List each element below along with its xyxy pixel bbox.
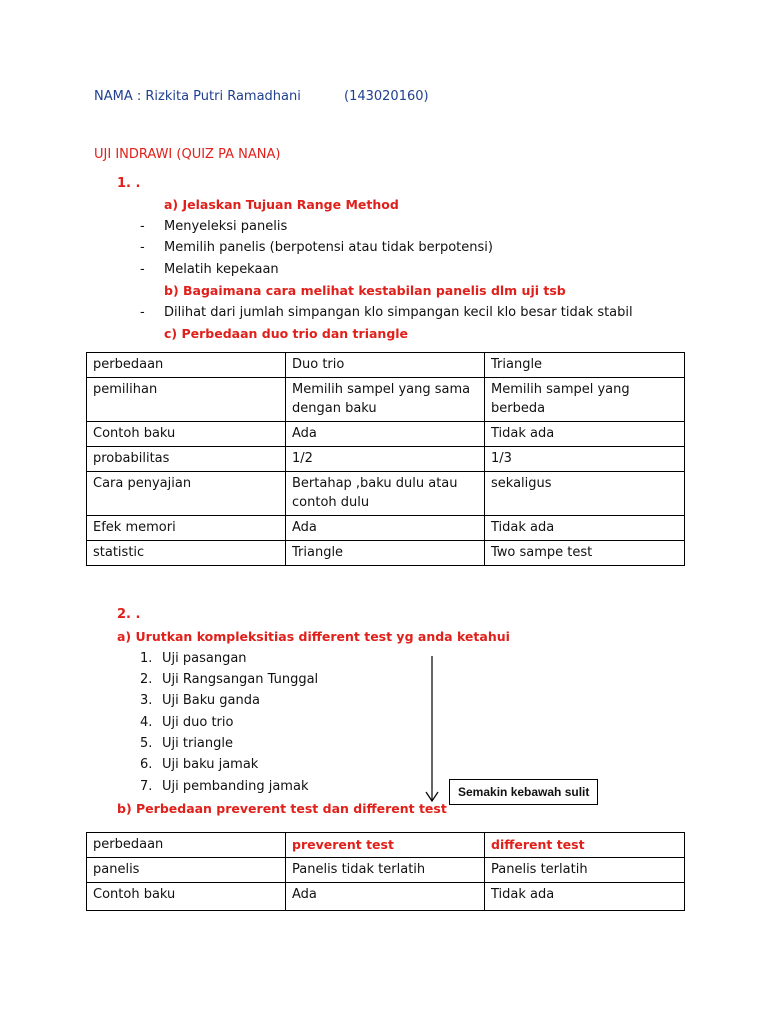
table-cell: Contoh baku [87, 422, 286, 447]
q2-list-number: 3. [140, 693, 153, 708]
table-cell: Ada [286, 422, 485, 447]
table-cell: 1/2 [286, 447, 485, 472]
q2-list-item: Uji Baku ganda [162, 693, 260, 708]
q1-a-item: Menyeleksi panelis [164, 219, 288, 234]
difficulty-callout: Semakin kebawah sulit [449, 779, 598, 805]
student-id: (143020160) [344, 89, 429, 104]
table-cell: 1/3 [485, 447, 685, 472]
table-row [87, 883, 685, 911]
table-cell: perbedaan [87, 353, 286, 378]
table-cell: Triangle [286, 541, 485, 566]
table-cell: Tidak ada [485, 883, 685, 911]
q1-a-title: a) Jelaskan Tujuan Range Method [164, 197, 399, 212]
table-header-row [87, 833, 685, 858]
question-2-number: 2. . [117, 607, 141, 622]
table-row [87, 422, 685, 447]
quiz-title: UJI INDRAWI (QUIZ PA NANA) [94, 147, 281, 162]
q2-a-title: a) Urutkan kompleksitias different test yg anda ketahui [117, 629, 510, 644]
table-row [87, 516, 685, 541]
table-row [87, 353, 685, 378]
q1-a-bullet-dash: - [140, 262, 145, 277]
comparison-table-duo-trio-triangle [86, 352, 685, 566]
q1-a-bullet-dash: - [140, 240, 145, 255]
q1-b-item: Dilihat dari jumlah simpangan klo simpangan kecil klo besar tidak stabil [164, 305, 633, 320]
q2-b-title: b) Perbedaan preverent test dan different test [117, 801, 447, 816]
table-cell: Memilih sampel yang berbeda [485, 378, 685, 422]
table-header-cell: preverent test [286, 833, 485, 858]
table-cell: Tidak ada [485, 516, 685, 541]
q1-a-item: Memilih panelis (berpotensi atau tidak berpotensi) [164, 240, 493, 255]
table-header-cell: different test [485, 833, 685, 858]
q2-list-item: Uji baku jamak [162, 757, 259, 772]
student-name: NAMA : Rizkita Putri Ramadhani [94, 89, 301, 104]
table-cell: statistic [87, 541, 286, 566]
question-1-number: 1. . [117, 176, 141, 191]
q1-a-bullet-dash: - [140, 219, 145, 234]
table-cell: Cara penyajian [87, 472, 286, 516]
table-cell: Ada [286, 883, 485, 911]
table-cell: Ada [286, 516, 485, 541]
table-cell: Contoh baku [87, 883, 286, 911]
table-row [87, 472, 685, 516]
table-cell: Tidak ada [485, 422, 685, 447]
q2-list-number: 7. [140, 779, 153, 794]
table-cell: Bertahap ,baku dulu atau contoh dulu [286, 472, 485, 516]
table-row [87, 858, 685, 883]
q2-list-number: 4. [140, 715, 153, 730]
table-cell: pemilihan [87, 378, 286, 422]
table-cell: Two sampe test [485, 541, 685, 566]
q1-b-bullet-dash: - [140, 305, 145, 320]
q2-list-item: Uji triangle [162, 736, 233, 751]
q2-list-item: Uji pembanding jamak [162, 779, 309, 794]
table-cell: Triangle [485, 353, 685, 378]
table-cell: panelis [87, 858, 286, 883]
table-cell: Duo trio [286, 353, 485, 378]
q2-list-number: 2. [140, 672, 153, 687]
table-row [87, 541, 685, 566]
table-row [87, 447, 685, 472]
table-cell: probabilitas [87, 447, 286, 472]
down-arrow-icon [424, 656, 440, 806]
table-cell: Panelis terlatih [485, 858, 685, 883]
q2-list-item: Uji pasangan [162, 651, 247, 666]
q2-list-number: 1. [140, 651, 153, 666]
table-cell: sekaligus [485, 472, 685, 516]
table-row [87, 378, 685, 422]
q2-list-item: Uji Rangsangan Tunggal [162, 672, 319, 687]
q2-list-item: Uji duo trio [162, 715, 234, 730]
table-cell: Memilih sampel yang sama dengan baku [286, 378, 485, 422]
q2-list-number: 5. [140, 736, 153, 751]
q2-list-number: 6. [140, 757, 153, 772]
q1-b-title: b) Bagaimana cara melihat kestabilan panelis dlm uji tsb [164, 283, 566, 298]
q1-c-title: c) Perbedaan duo trio dan triangle [164, 326, 409, 341]
q1-a-item: Melatih kepekaan [164, 262, 279, 277]
table-cell: Efek memori [87, 516, 286, 541]
table-cell: Panelis tidak terlatih [286, 858, 485, 883]
table-cell: perbedaan [87, 833, 286, 858]
comparison-table-preferent-different [86, 832, 685, 911]
